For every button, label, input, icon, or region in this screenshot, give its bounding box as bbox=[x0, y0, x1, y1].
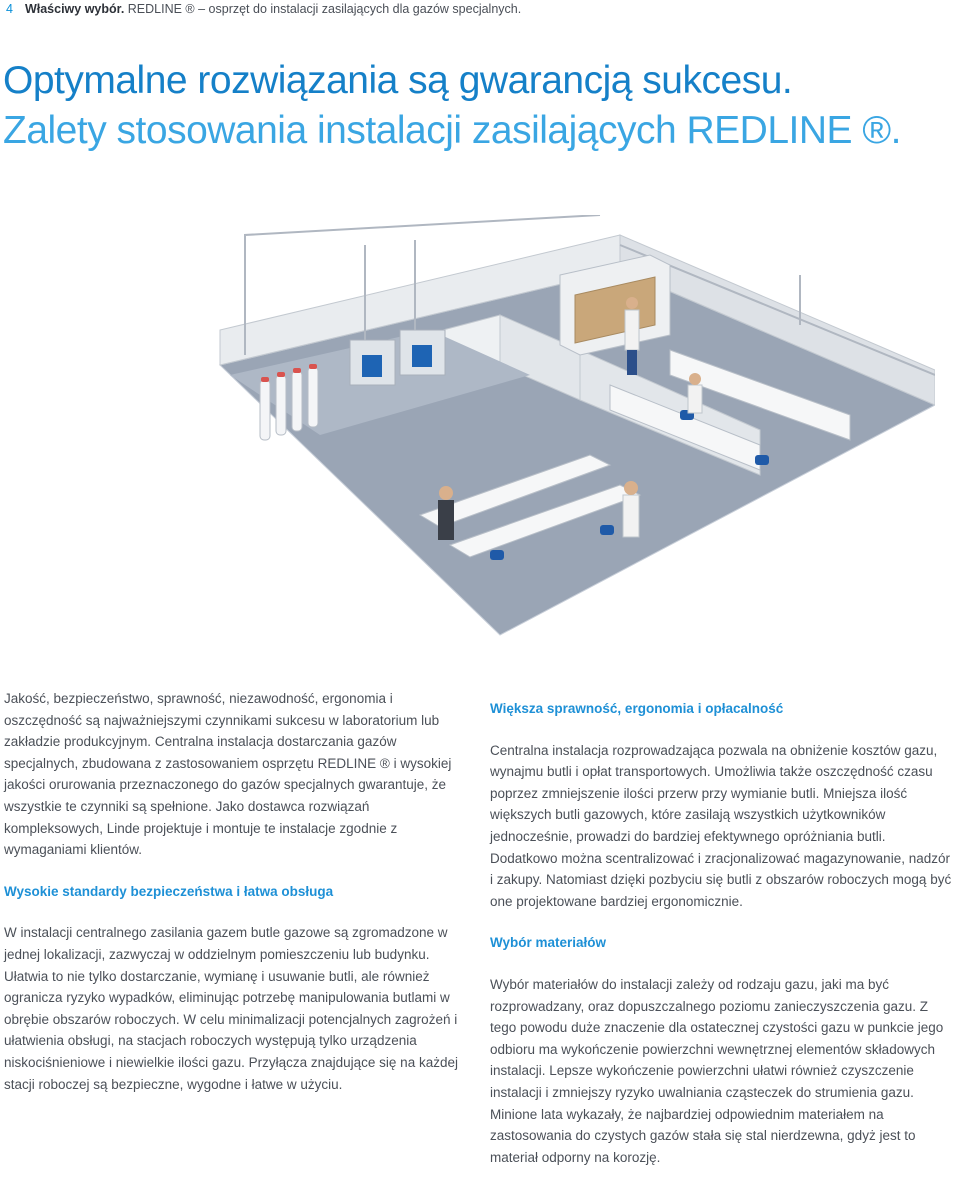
section-body-materials: Wybór materiałów do instalacji zależy od rodzaju gazu, jaki ma być rozprowadzany, oraz dopuszczalnego poziomu zanieczyszczenia gazu. Z tego powodu duże znaczenie dla ostatecznej czystości gazu w punkcie jego odbioru ma wykończenie powierzchni wewnętrznej elementów składowych instalacji. Lepsze wykończenie powierzchni ułatwi również czyszczenie instalacji i zmniejszy ryzyko uwalniania cząsteczek do strumienia gazu. Minione lata wykazały, że najbardziej odpowiednim materiałem na zastosowania do czystych gazów stała się stal nierdzewna, gdyż jest to materiał odporny na korozję. bbox=[490, 976, 944, 1165]
section-heading-safety: Wysokie standardy bezpieczeństwa i łatwa obsługa bbox=[4, 883, 334, 899]
header-text: REDLINE ® – osprzęt do instalacji zasilających dla gazów specjalnych. bbox=[127, 2, 522, 16]
title-line-1: Optymalne rozwiązania są gwarancją sukcesu. bbox=[3, 59, 793, 102]
running-header bbox=[6, 2, 521, 16]
title-line-2: Zalety stosowania instalacji zasilających REDLINE ®. bbox=[3, 109, 901, 152]
page-number: 4 bbox=[6, 2, 13, 16]
page-title bbox=[3, 56, 901, 156]
right-column bbox=[490, 698, 952, 1168]
section-heading-efficiency: Większa sprawność, ergonomia i opłacalność bbox=[490, 701, 784, 716]
header-bold-text: Właściwy wybór. bbox=[24, 2, 125, 16]
section-body-safety: W instalacji centralnego zasilania gazem butle gazowe są zgromadzone w jednej lokalizacji, zazwyczaj w oddzielnym pomieszczeniu lub budynku. Ułatwia to nie tylko dostarczanie, wymianę i usuwanie butli, ale również ogranicza ryzyko wypadków, eliminując potrzebę manipulowania butlami w obrębie obszarów roboczych. W celu minimalizacji potencjalnych zagrożeń i ułatwienia obsługi, na stacjach roboczych występują tylko urządzenia niskociśnieniowe i niewielkie ilości gazu. Przyłącza znajdujące się na każdej stacji roboczej są bezpieczne, wygodne i łatwe w użyciu. bbox=[4, 925, 458, 1092]
laboratory-illustration bbox=[200, 215, 935, 655]
left-column bbox=[4, 688, 462, 1095]
section-heading-materials: Wybór materiałów bbox=[490, 935, 607, 951]
section-body-efficiency: Centralna instalacja rozprowadzająca pozwala na obniżenie kosztów gazu, wynajmu butli i opłat transportowych. Umożliwia także oszczędność czasu poprzez zmniejszenie ilości przerw przy wymianie butli. Mniejsza ilość większych butli gazowych, które zasilają wszystkich użytkowników jednocześnie, prowadzi do bardziej efektywnego opróżniania butli. Dodatkowo można scentralizować i zracjonalizować magazynowanie, nadzór i zakupy. Natomiast dzięki pozbyciu się butli z obszarów roboczych mogą być one projektowane bardziej ergonomicznie. bbox=[490, 742, 952, 909]
intro-paragraph: Jakość, bezpieczeństwo, sprawność, niezawodność, ergonomia i oszczędność są najważniejszymi czynnikami sukcesu w laboratorium lub zakładzie produkcyjnym. Centralna instalacja dostarczania gazów specjalnych, zbudowana z zastosowaniem osprzętu REDLINE ® i wysokiej jakości orurowania przeznaczonego do gazów specjalnych gwarantuje, że wszystkie te czynniki są spełnione. Jako dostawca rozwiązań kompleksowych, Linde projektuje i montuje te instalacje zgodnie z wymaganiami klientów. bbox=[4, 691, 452, 858]
